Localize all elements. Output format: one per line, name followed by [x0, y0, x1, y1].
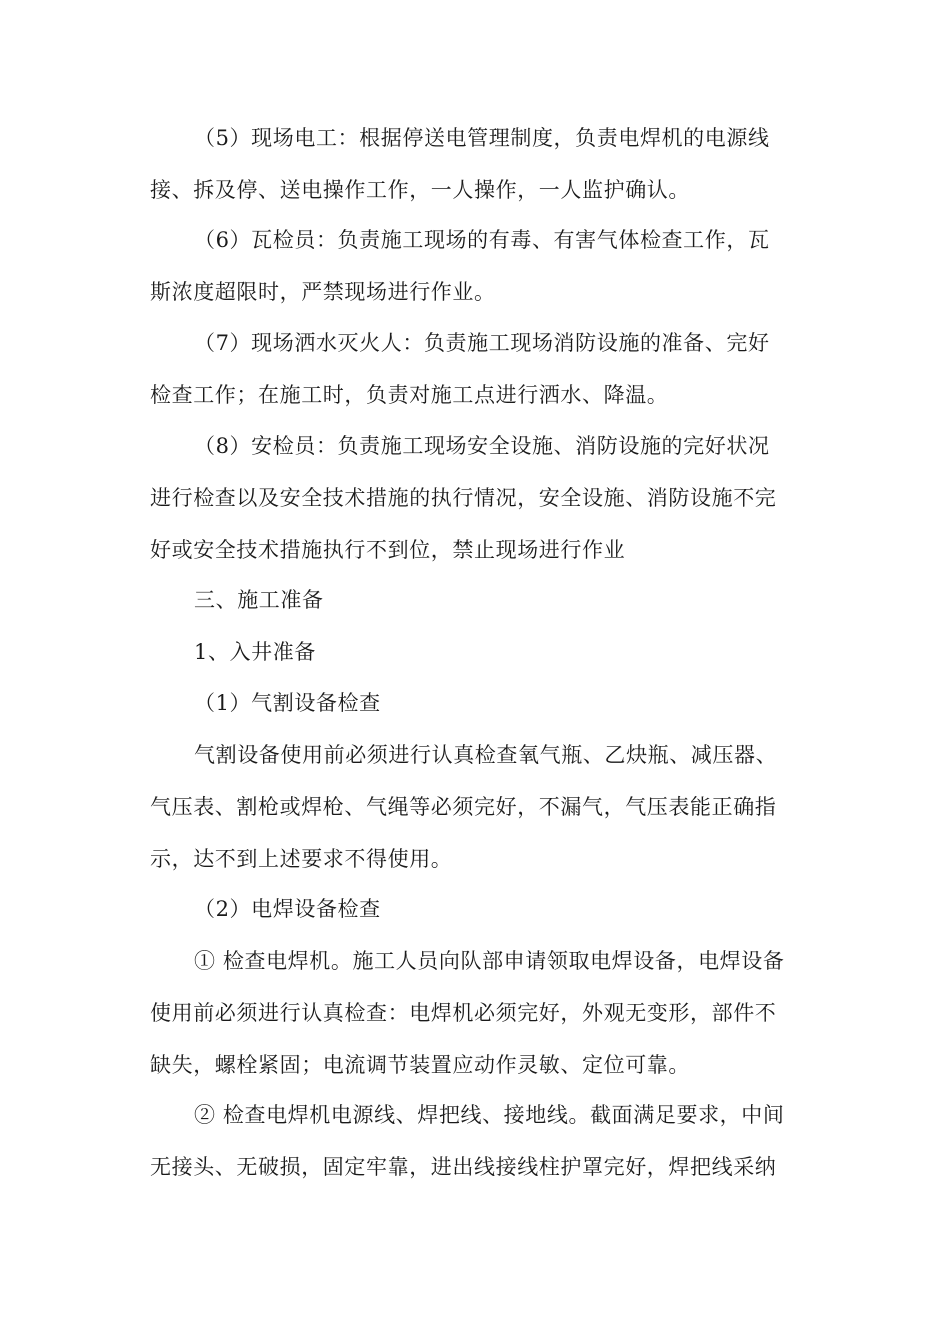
paragraph-gas-inspector	[150, 214, 800, 318]
text-line: （1）气割设备检查	[194, 691, 381, 715]
text-line: 检查工作；在施工时，负责对施工点进行洒水、降温。	[150, 383, 669, 407]
item-heading-welding	[150, 883, 800, 935]
text-line: 气割设备使用前必须进行认真检查氧气瓶、乙炔瓶、减压器、	[194, 743, 778, 767]
text-line: 缺失，螺栓紧固；电流调节装置应动作灵敏、定位可靠。	[150, 1053, 690, 1077]
paragraph-welder-check	[150, 935, 800, 1091]
text-line: ② 检查电焊机电源线、焊把线、接地线。截面满足要求，中间	[194, 1103, 785, 1127]
text-line: （8）安检员：负责施工现场安全设施、消防设施的完好状况	[194, 434, 770, 458]
text-line: （5）现场电工：根据停送电管理制度，负责电焊机的电源线	[194, 126, 770, 150]
text-line: 三、施工准备	[194, 588, 324, 612]
text-line: （6）瓦检员：负责施工现场的有毒、有害气体检查工作，瓦	[194, 228, 770, 252]
text-line: 斯浓度超限时，严禁现场进行作业。	[150, 280, 496, 304]
section-heading	[150, 574, 800, 626]
text-line: 接、拆及停、送电操作工作，一人操作，一人监护确认。	[150, 178, 690, 202]
text-line: 使用前必须进行认真检查：电焊机必须完好，外观无变形，部件不	[150, 1001, 777, 1025]
text-line: 进行检查以及安全技术措施的执行情况，安全设施、消防设施不完	[150, 486, 777, 510]
paragraph-gas-cutting-check	[150, 729, 800, 885]
paragraph-safety-inspector	[150, 420, 800, 576]
text-line: 示，达不到上述要求不得使用。	[150, 847, 453, 871]
paragraph-cable-check	[150, 1089, 800, 1193]
text-line: 无接头、无破损，固定牢靠，进出线接线柱护罩完好，焊把线采纳	[150, 1155, 777, 1179]
text-line: 气压表、割枪或焊枪、气绳等必须完好，不漏气，气压表能正确指	[150, 795, 777, 819]
text-line: 1、入井准备	[194, 640, 316, 664]
paragraph-fire-watch	[150, 317, 800, 421]
subsection-heading	[150, 626, 800, 678]
text-line: （2）电焊设备检查	[194, 897, 381, 921]
text-line: ① 检查电焊机。施工人员向队部申请领取电焊设备，电焊设备	[194, 949, 785, 973]
item-heading-gas-cutting	[150, 677, 800, 729]
text-line: （7）现场洒水灭火人：负责施工现场消防设施的准备、完好	[194, 331, 770, 355]
text-line: 好或安全技术措施执行不到位，禁止现场进行作业	[150, 538, 626, 562]
paragraph-site-electrician	[150, 112, 800, 216]
